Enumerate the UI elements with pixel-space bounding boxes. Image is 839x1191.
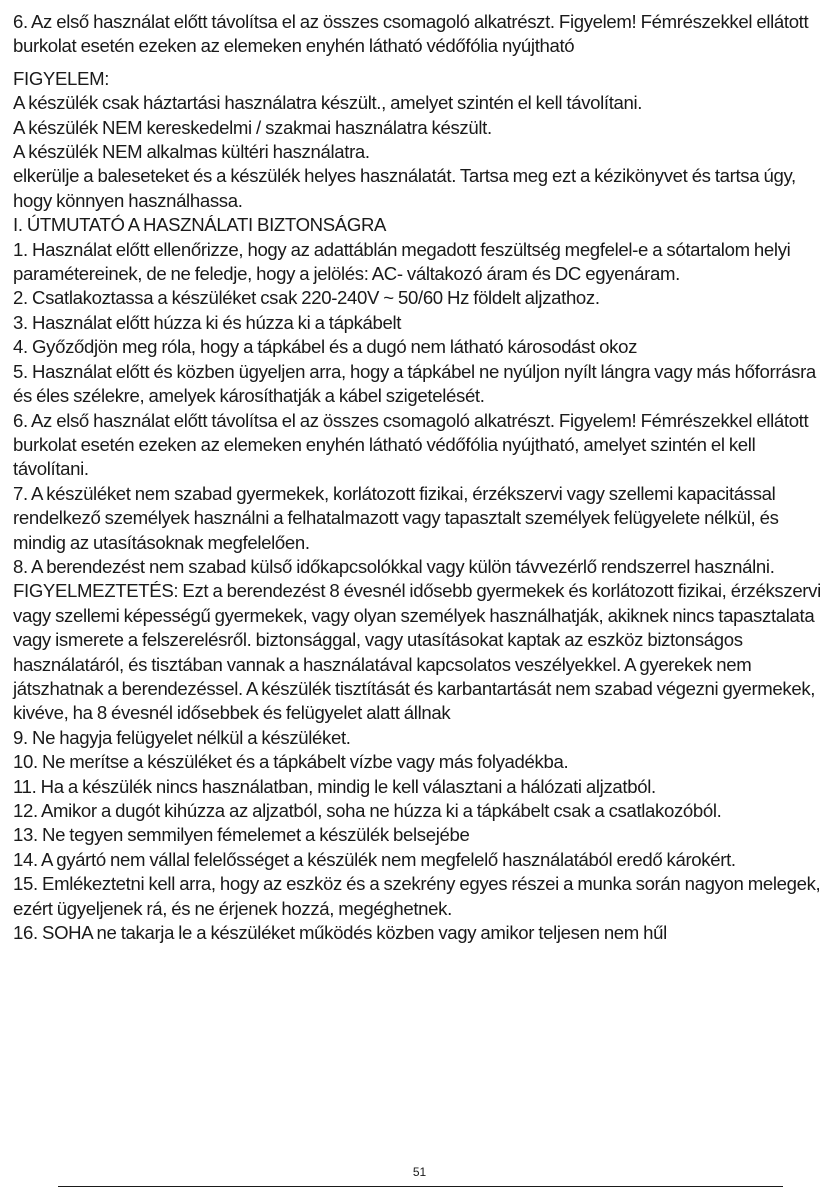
list-item-6: 6. Az első használat előtt távolítsa el az összes csomagoló alkatrészt. Figyelem! Fémrészekkel ellátott burkolat esetén ezeken az elemeken enyhén látható védőfólia nyújtható, amelyet szintén el kell távolítani.: [13, 409, 809, 480]
list-item-1: 1. Használat előtt ellenőrizze, hogy az adattáblán megadott feszültség megfelel-e a sótartalom helyi paramétereinek, de ne feledje, hogy a jelölés: AC- váltakozó áram és DC egyenáram.: [13, 238, 791, 285]
page-number: 51: [412, 1165, 427, 1179]
list-item-8: 8. A berendezést nem szabad külső időkapcsolókkal vagy külön távvezérlő rendszerrel használni.: [13, 555, 775, 577]
list-item-15: 15. Emlékeztetni kell arra, hogy az eszköz és a szekrény egyes részei a munka során nagyon melegek, ezért ügyeljenek rá, és ne érjenek hozzá, megéghetnek.: [13, 873, 821, 919]
warning-heading: FIGYELEM:: [13, 67, 110, 89]
paragraph-keep-manual: elkerülje a baleseteket és a készülék helyes használatát. Tartsa meg ezt a kézikönyvet és tartsa úgy, hogy könnyen használhassa.: [13, 165, 796, 211]
list-item-3: 3. Használat előtt húzza ki és húzza ki a tápkábelt: [13, 311, 402, 333]
list-item-4: 4. Győződjön meg róla, hogy a tápkábel és a dugó nem látható károsodást okoz: [13, 336, 638, 358]
list-item-16: 16. SOHA ne takarja le a készüléket működés közben vagy amikor teljesen nem hűl: [13, 922, 667, 944]
footer-divider: [58, 1186, 783, 1187]
list-item-5: 5. Használat előtt és közben ügyeljen arra, hogy a tápkábel ne nyúljon nyílt lángra vagy más hőforrásra és éles szélekre, amelyek károsíthatják a kábel szigetelését.: [13, 360, 816, 407]
paragraph-intro-item-6: 6. Az első használat előtt távolítsa el az összes csomagoló alkatrészt. Figyelem! Fémrészekkel ellátott burkolat esetén ezeken az elemeken enyhén látható védőfólia nyújtható: [13, 11, 809, 57]
list-item-9: 9. Ne hagyja felügyelet nélkül a készüléket.: [13, 726, 351, 748]
list-item-2: 2. Csatlakoztassa a készüléket csak 220-240V ~ 50/60 Hz földelt aljzathoz.: [13, 287, 600, 309]
paragraph-not-commercial: A készülék NEM kereskedelmi / szakmai használatra készült.: [13, 116, 492, 138]
list-item-14: 14. A gyártó nem vállal felelősséget a készülék nem megfelelő használatából eredő károkért.: [13, 848, 736, 870]
manual-page-text: [13, 10, 829, 945]
list-item-10: 10. Ne merítse a készüléket és a tápkábelt vízbe vagy más folyadékba.: [13, 751, 569, 773]
paragraph-warning-children: FIGYELMEZTETÉS: Ezt a berendezést 8 évesnél idősebb gyermekek és korlátozott fizikai, érzékszervi vagy szellemi képességű gyermekek, vagy olyan személyek használhatják, akiknek nincs tapasztalata vagy ismerete a felszerelésről. biztonsággal, vagy utasításokat kaptak az eszköz biztonságos használatáról, és tisztában vannak a használatával kapcsolatos veszélyekkel. A gyerekek nem játszhatnak a berendezéssel. A készülék tisztítását és karbantartását nem szabad végezni gyermekek, kivéve, ha 8 évesnél idősebbek és felügyelet alatt állnak: [13, 580, 821, 724]
section-heading-safety: I. ÚTMUTATÓ A HASZNÁLATI BIZTONSÁGRA: [13, 214, 387, 236]
paragraph-household-use: A készülék csak háztartási használatra készült., amelyet szintén el kell távolítani.: [13, 92, 643, 114]
list-item-11: 11. Ha a készülék nincs használatban, mindig le kell választani a hálózati aljzatból.: [13, 775, 656, 797]
list-item-7: 7. A készüléket nem szabad gyermekek, korlátozott fizikai, érzékszervi vagy szellemi kapacitással rendelkező személyek használni a felhatalmazott vagy tapasztalt személyek felügyelete nélkül, és mindig az utasításoknak megfelelően.: [13, 482, 779, 553]
paragraph-not-outdoor: A készülék NEM alkalmas kültéri használatra.: [13, 141, 370, 163]
list-item-13: 13. Ne tegyen semmilyen fémelemet a készülék belsejébe: [13, 824, 470, 846]
list-item-12: 12. Amikor a dugót kihúzza az aljzatból, soha ne húzza ki a tápkábelt csak a csatlakozóból.: [13, 800, 722, 821]
